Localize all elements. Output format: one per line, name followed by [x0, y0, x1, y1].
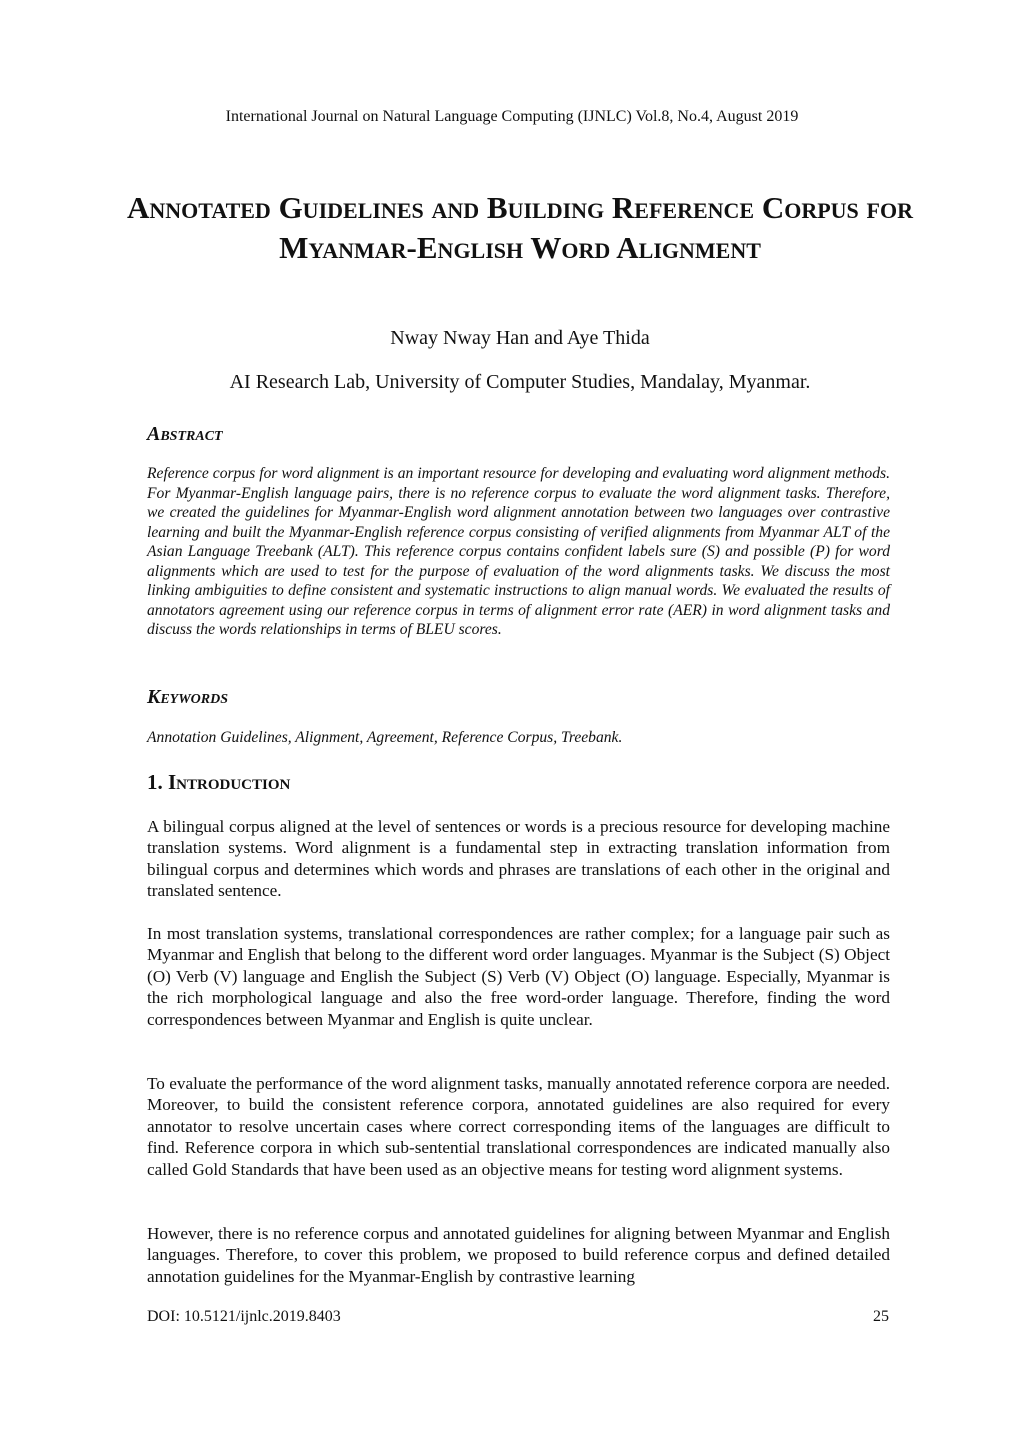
page-number: 25 — [873, 1308, 889, 1325]
abstract-text: Reference corpus for word alignment is an important resource for developing and evaluating word alignment methods. For Myanmar-English language pairs, there is no reference corpus to evaluate the word alignment tasks. Therefore, we created the guidelines for Myanmar-English word alignment annotation between two languages over contrastive learning and built the Myanmar-English reference corpus consisting of verified alignments from Myanmar ALT of the Asian Language Treebank (ALT). This reference corpus contains confident labels sure (S) and possible (P) for word alignments which are used to test for the purpose of evaluation of the word alignments tasks. We discuss the most linking ambiguities to define consistent and systematic instructions to align manual words. We evaluated the results of annotators agreement using our reference corpus in terms of alignment error rate (AER) in word alignment tasks and discuss the words relationships in terms of BLEU scores. — [147, 465, 890, 638]
keywords-text: Annotation Guidelines, Alignment, Agreement, Reference Corpus, Treebank. — [147, 729, 623, 746]
intro-paragraph: A bilingual corpus aligned at the level of sentences or words is a precious resource for developing machine translation systems. Word alignment is a fundamental step in extracting translation information from bilingual corpus and determines which words and phrases are translations of each other in the original and translated sentence. — [147, 817, 890, 901]
keywords-heading: Keywords — [147, 686, 229, 708]
abstract-heading: Abstract — [147, 423, 223, 445]
paper-title: Annotated Guidelines and Building Reference Corpus for Myanmar-English Word Alignment — [127, 190, 913, 265]
intro-paragraph: To evaluate the performance of the word alignment tasks, manually annotated reference corpora are needed. Moreover, to build the consistent reference corpora, annotated guidelines are also required for every annotator to resolve uncertain cases where correct corresponding items of the languages are difficult to find. Reference corpora in which sub-sentential translational correspondences are indicated manually also called Gold Standards that have been used as an objective means for testing word alignment systems. — [147, 1074, 890, 1179]
running-header: International Journal on Natural Language Computing (IJNLC) Vol.8, No.4, August 2019 — [225, 108, 799, 125]
affiliation: AI Research Lab, University of Computer Studies, Mandalay, Myanmar. — [229, 371, 811, 393]
intro-paragraph: In most translation systems, translational correspondences are rather complex; for a language pair such as Myanmar and English that belong to the different word order languages. Myanmar is the Subject (S) Object (O) Verb (V) language and English the Subject (S) Verb (V) Object (O) language. Especially, Myanmar is the rich morphological language and also the free word-order language. Therefore, finding the word correspondences between Myanmar and English is quite unclear. — [147, 924, 890, 1029]
author-list: Nway Nway Han and Aye Thida — [390, 327, 650, 349]
introduction-heading: 1. Introduction — [147, 770, 291, 794]
doi-footer: DOI: 10.5121/ijnlc.2019.8403 — [147, 1308, 341, 1325]
intro-paragraph: However, there is no reference corpus and annotated guidelines for aligning between Myanmar and English languages. Therefore, to cover this problem, we proposed to build reference corpus and defined detailed annotation guidelines for the Myanmar-English by contrastive learning — [147, 1224, 890, 1286]
